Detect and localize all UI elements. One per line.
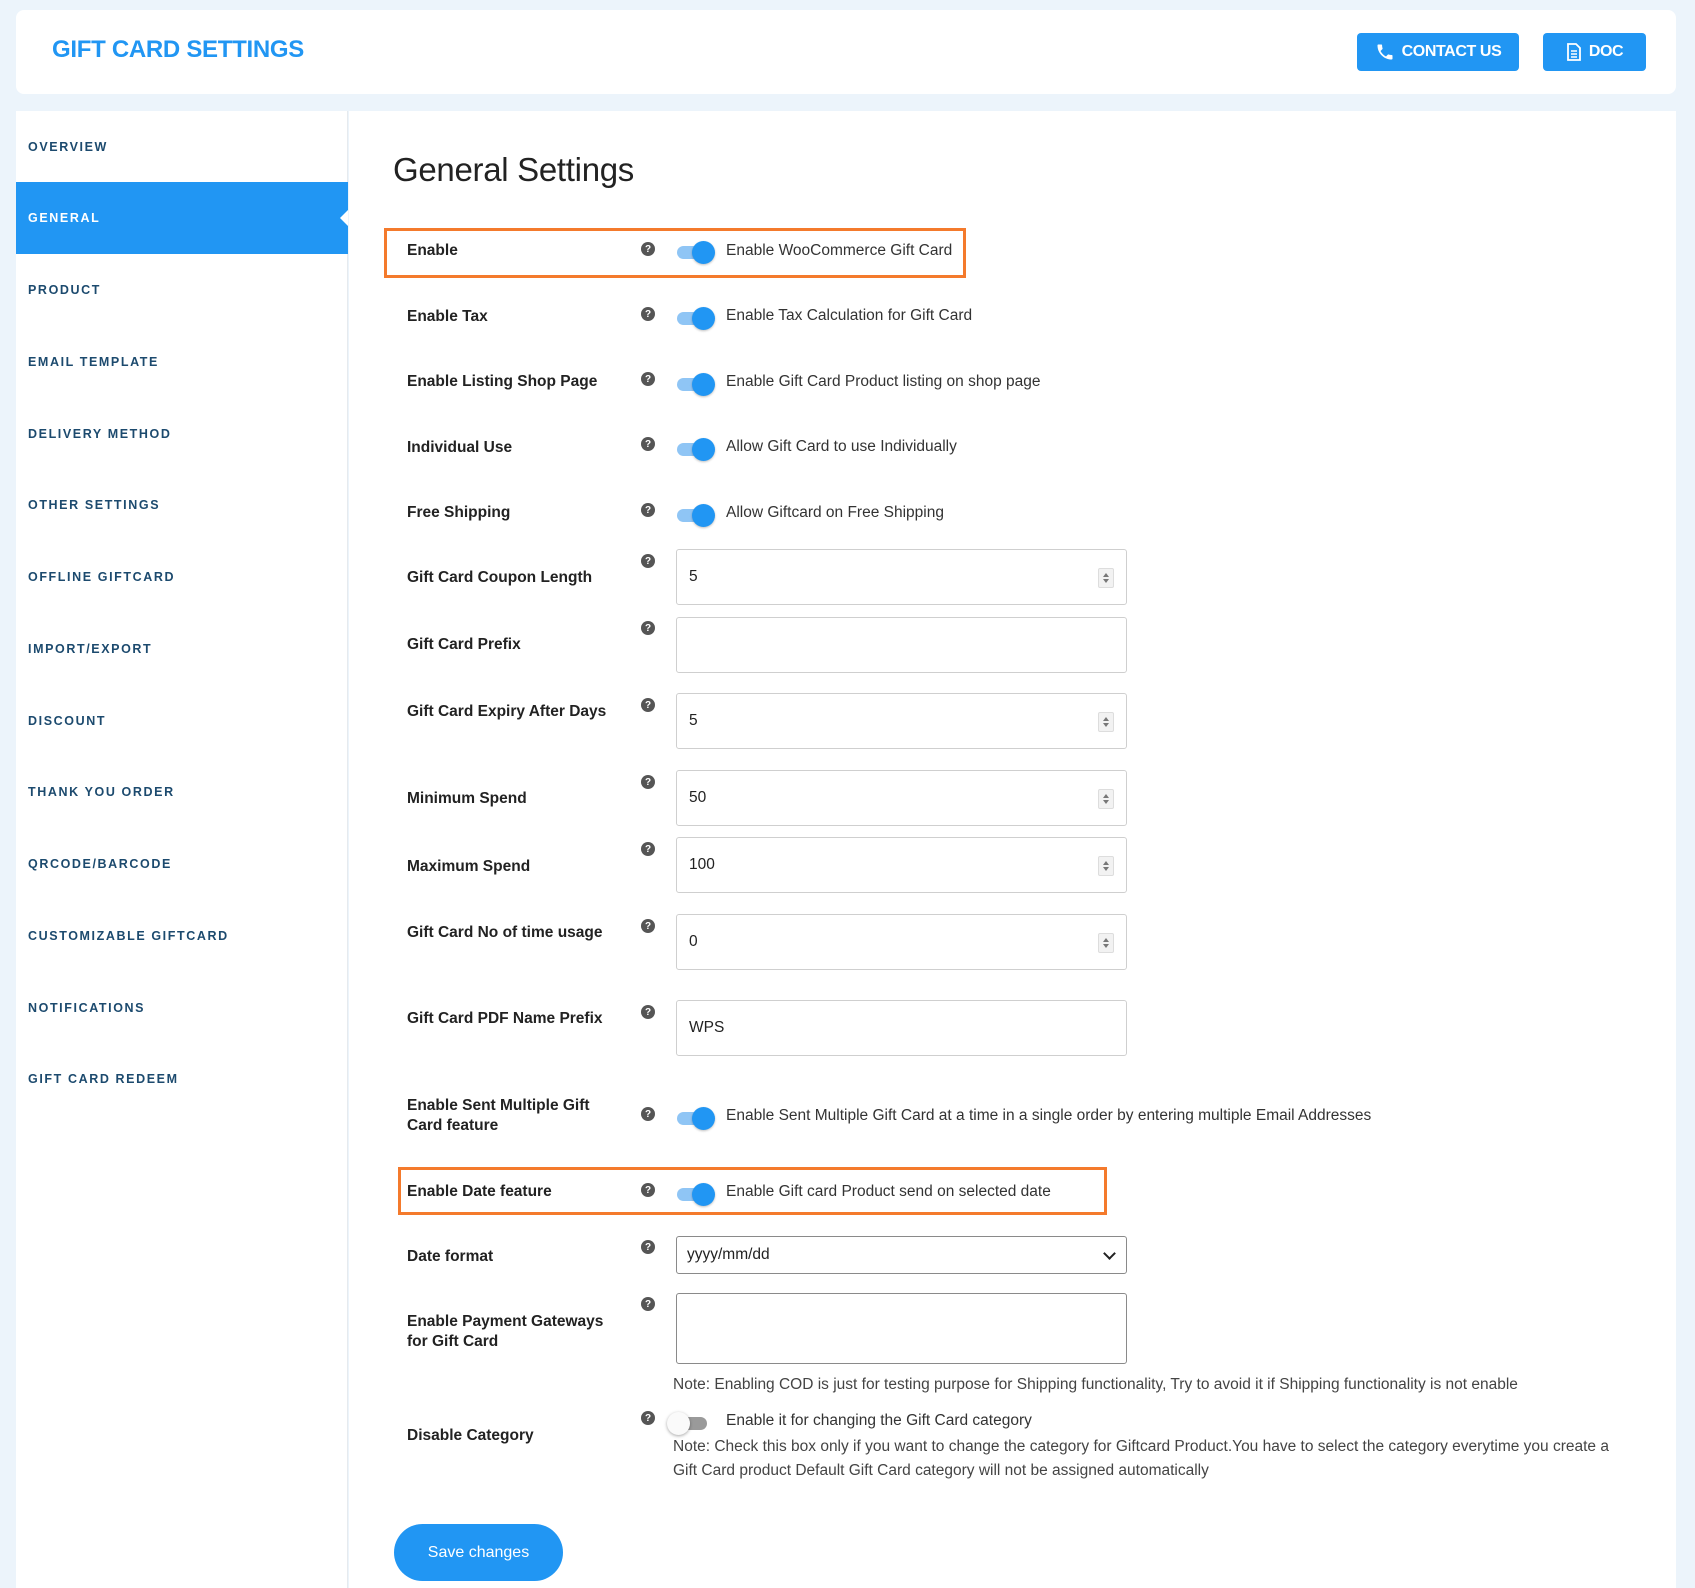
date-feature-label: Enable Date feature [407, 1183, 552, 1200]
expiry-days-input[interactable] [676, 693, 1127, 749]
date-format-value: yyyy/mm/dd [687, 1246, 770, 1263]
sidebar-item-gift-card-redeem[interactable]: GIFT CARD REDEEM [28, 1072, 179, 1086]
sidebar-item-discount[interactable]: DISCOUNT [28, 714, 107, 728]
coupon-length-input[interactable] [676, 549, 1127, 605]
usage-count-label: Gift Card No of time usage [407, 924, 603, 941]
sidebar-item-product[interactable]: PRODUCT [28, 283, 102, 297]
free-shipping-label: Free Shipping [407, 504, 511, 521]
number-spinner-icon[interactable] [1098, 712, 1114, 732]
help-icon[interactable]: ? [641, 1240, 655, 1254]
contact-us-label: CONTACT US [1401, 43, 1502, 60]
sidebar-item-general[interactable]: GENERAL [16, 182, 348, 254]
maximum-spend-input[interactable] [676, 837, 1127, 893]
help-icon[interactable]: ? [641, 554, 655, 568]
sidebar-item-offline-giftcard[interactable]: OFFLINE GIFTCARD [28, 570, 176, 584]
enable-tax-label: Enable Tax [407, 308, 488, 325]
save-changes-button[interactable]: Save changes [394, 1524, 563, 1581]
minimum-spend-value: 50 [689, 789, 707, 806]
date-format-label: Date format [407, 1248, 494, 1265]
sidebar-item-thank-you-order[interactable]: THANK YOU ORDER [28, 785, 175, 799]
help-icon[interactable]: ? [641, 1107, 655, 1121]
number-spinner-icon[interactable] [1098, 789, 1114, 809]
payment-gateways-label: Enable Payment Gateways for Gift Card [407, 1313, 604, 1350]
sidebar-item-customizable-giftcard[interactable]: CUSTOMIZABLE GIFTCARD [28, 929, 229, 943]
doc-label: DOC [1588, 43, 1624, 60]
pdf-prefix-input[interactable] [676, 1000, 1127, 1056]
help-icon[interactable]: ? [641, 372, 655, 386]
sidebar-item-import-export[interactable]: IMPORT/EXPORT [28, 642, 153, 656]
sidebar-item-other-settings[interactable]: OTHER SETTINGS [28, 498, 161, 512]
payment-gateways-multiselect[interactable] [676, 1293, 1127, 1364]
header-bar [16, 10, 1676, 94]
document-icon [1566, 43, 1582, 61]
minimum-spend-input[interactable] [676, 770, 1127, 826]
enable-label: Enable [407, 242, 458, 259]
coupon-length-value: 5 [689, 568, 698, 585]
doc-button[interactable] [1543, 33, 1646, 71]
minimum-spend-label: Minimum Spend [407, 790, 527, 807]
sidebar-item-notifications[interactable]: NOTIFICATIONS [28, 1001, 146, 1015]
enable-toggle[interactable] [675, 241, 715, 261]
help-icon[interactable]: ? [641, 503, 655, 517]
prefix-label: Gift Card Prefix [407, 636, 521, 653]
sidebar-nav [16, 111, 348, 1588]
contact-us-button[interactable] [1357, 33, 1519, 71]
maximum-spend-label: Maximum Spend [407, 858, 531, 875]
number-spinner-icon[interactable] [1098, 568, 1114, 588]
help-icon[interactable]: ? [641, 698, 655, 712]
phone-icon [1375, 42, 1395, 62]
sidebar-item-email-template[interactable]: EMAIL TEMPLATE [28, 355, 159, 369]
section-title: General Settings [393, 151, 635, 188]
help-icon[interactable]: ? [641, 842, 655, 856]
enable-listing-label: Enable Listing Shop Page [407, 373, 598, 390]
usage-count-input[interactable] [676, 914, 1127, 970]
help-icon[interactable]: ? [641, 437, 655, 451]
sidebar-item-overview[interactable]: OVERVIEW [28, 140, 108, 154]
enable-tax-description: Enable Tax Calculation for Gift Card [726, 307, 973, 324]
help-icon[interactable]: ? [641, 775, 655, 789]
help-icon[interactable]: ? [641, 1411, 655, 1425]
enable-tax-toggle[interactable] [675, 307, 715, 327]
multiple-gift-label: Enable Sent Multiple Gift Card feature [407, 1097, 590, 1134]
enable-listing-toggle[interactable] [675, 373, 715, 393]
individual-use-toggle[interactable] [675, 438, 715, 458]
sidebar-item-qrcode-barcode[interactable]: QRCODE/BARCODE [28, 857, 172, 871]
coupon-length-label: Gift Card Coupon Length [407, 569, 593, 586]
disable-category-note-line1: Note: Check this box only if you want to change the category for Giftcard Product.You have to select the category everytime you create a [673, 1438, 1609, 1455]
pdf-prefix-value: WPS [689, 1019, 725, 1036]
date-feature-toggle[interactable] [675, 1183, 715, 1203]
number-spinner-icon[interactable] [1098, 933, 1114, 953]
date-feature-description: Enable Gift card Product send on selected date [726, 1183, 1051, 1200]
free-shipping-toggle[interactable] [675, 504, 715, 524]
maximum-spend-value: 100 [689, 856, 715, 873]
disable-category-label: Disable Category [407, 1427, 534, 1444]
pdf-prefix-label: Gift Card PDF Name Prefix [407, 1010, 603, 1027]
free-shipping-description: Allow Giftcard on Free Shipping [726, 504, 944, 521]
help-icon[interactable]: ? [641, 621, 655, 635]
page-heading: GIFT CARD SETTINGS [52, 36, 304, 63]
prefix-input[interactable] [676, 617, 1127, 673]
payment-gateways-note: Note: Enabling COD is just for testing purpose for Shipping functionality, Try to avoid it if Shipping functionality is not enable [673, 1376, 1518, 1393]
help-icon[interactable]: ? [641, 307, 655, 321]
help-icon[interactable]: ? [641, 919, 655, 933]
expiry-days-label: Gift Card Expiry After Days [407, 703, 607, 720]
individual-use-label: Individual Use [407, 439, 513, 456]
multiple-gift-description: Enable Sent Multiple Gift Card at a time in a single order by entering multiple Email Addresses [726, 1107, 1372, 1124]
settings-panel [349, 111, 1676, 1588]
help-icon[interactable]: ? [641, 1005, 655, 1019]
date-format-select[interactable] [676, 1236, 1127, 1274]
enable-description: Enable WooCommerce Gift Card [726, 242, 953, 259]
disable-category-description: Enable it for changing the Gift Card category [726, 1412, 1032, 1429]
help-icon[interactable]: ? [641, 1297, 655, 1311]
disable-category-note-line2: Gift Card product Default Gift Card category will not be assigned automatically [673, 1462, 1209, 1479]
expiry-days-value: 5 [689, 712, 698, 729]
help-icon[interactable]: ? [641, 242, 655, 256]
disable-category-toggle[interactable] [671, 1412, 711, 1432]
number-spinner-icon[interactable] [1098, 856, 1114, 876]
individual-use-description: Allow Gift Card to use Individually [726, 438, 957, 455]
sidebar-item-delivery-method[interactable]: DELIVERY METHOD [28, 427, 172, 441]
usage-count-value: 0 [689, 933, 698, 950]
enable-listing-description: Enable Gift Card Product listing on shop page [726, 373, 1041, 390]
chevron-down-icon [1103, 1247, 1116, 1260]
multiple-gift-toggle[interactable] [675, 1107, 715, 1127]
help-icon[interactable]: ? [641, 1183, 655, 1197]
